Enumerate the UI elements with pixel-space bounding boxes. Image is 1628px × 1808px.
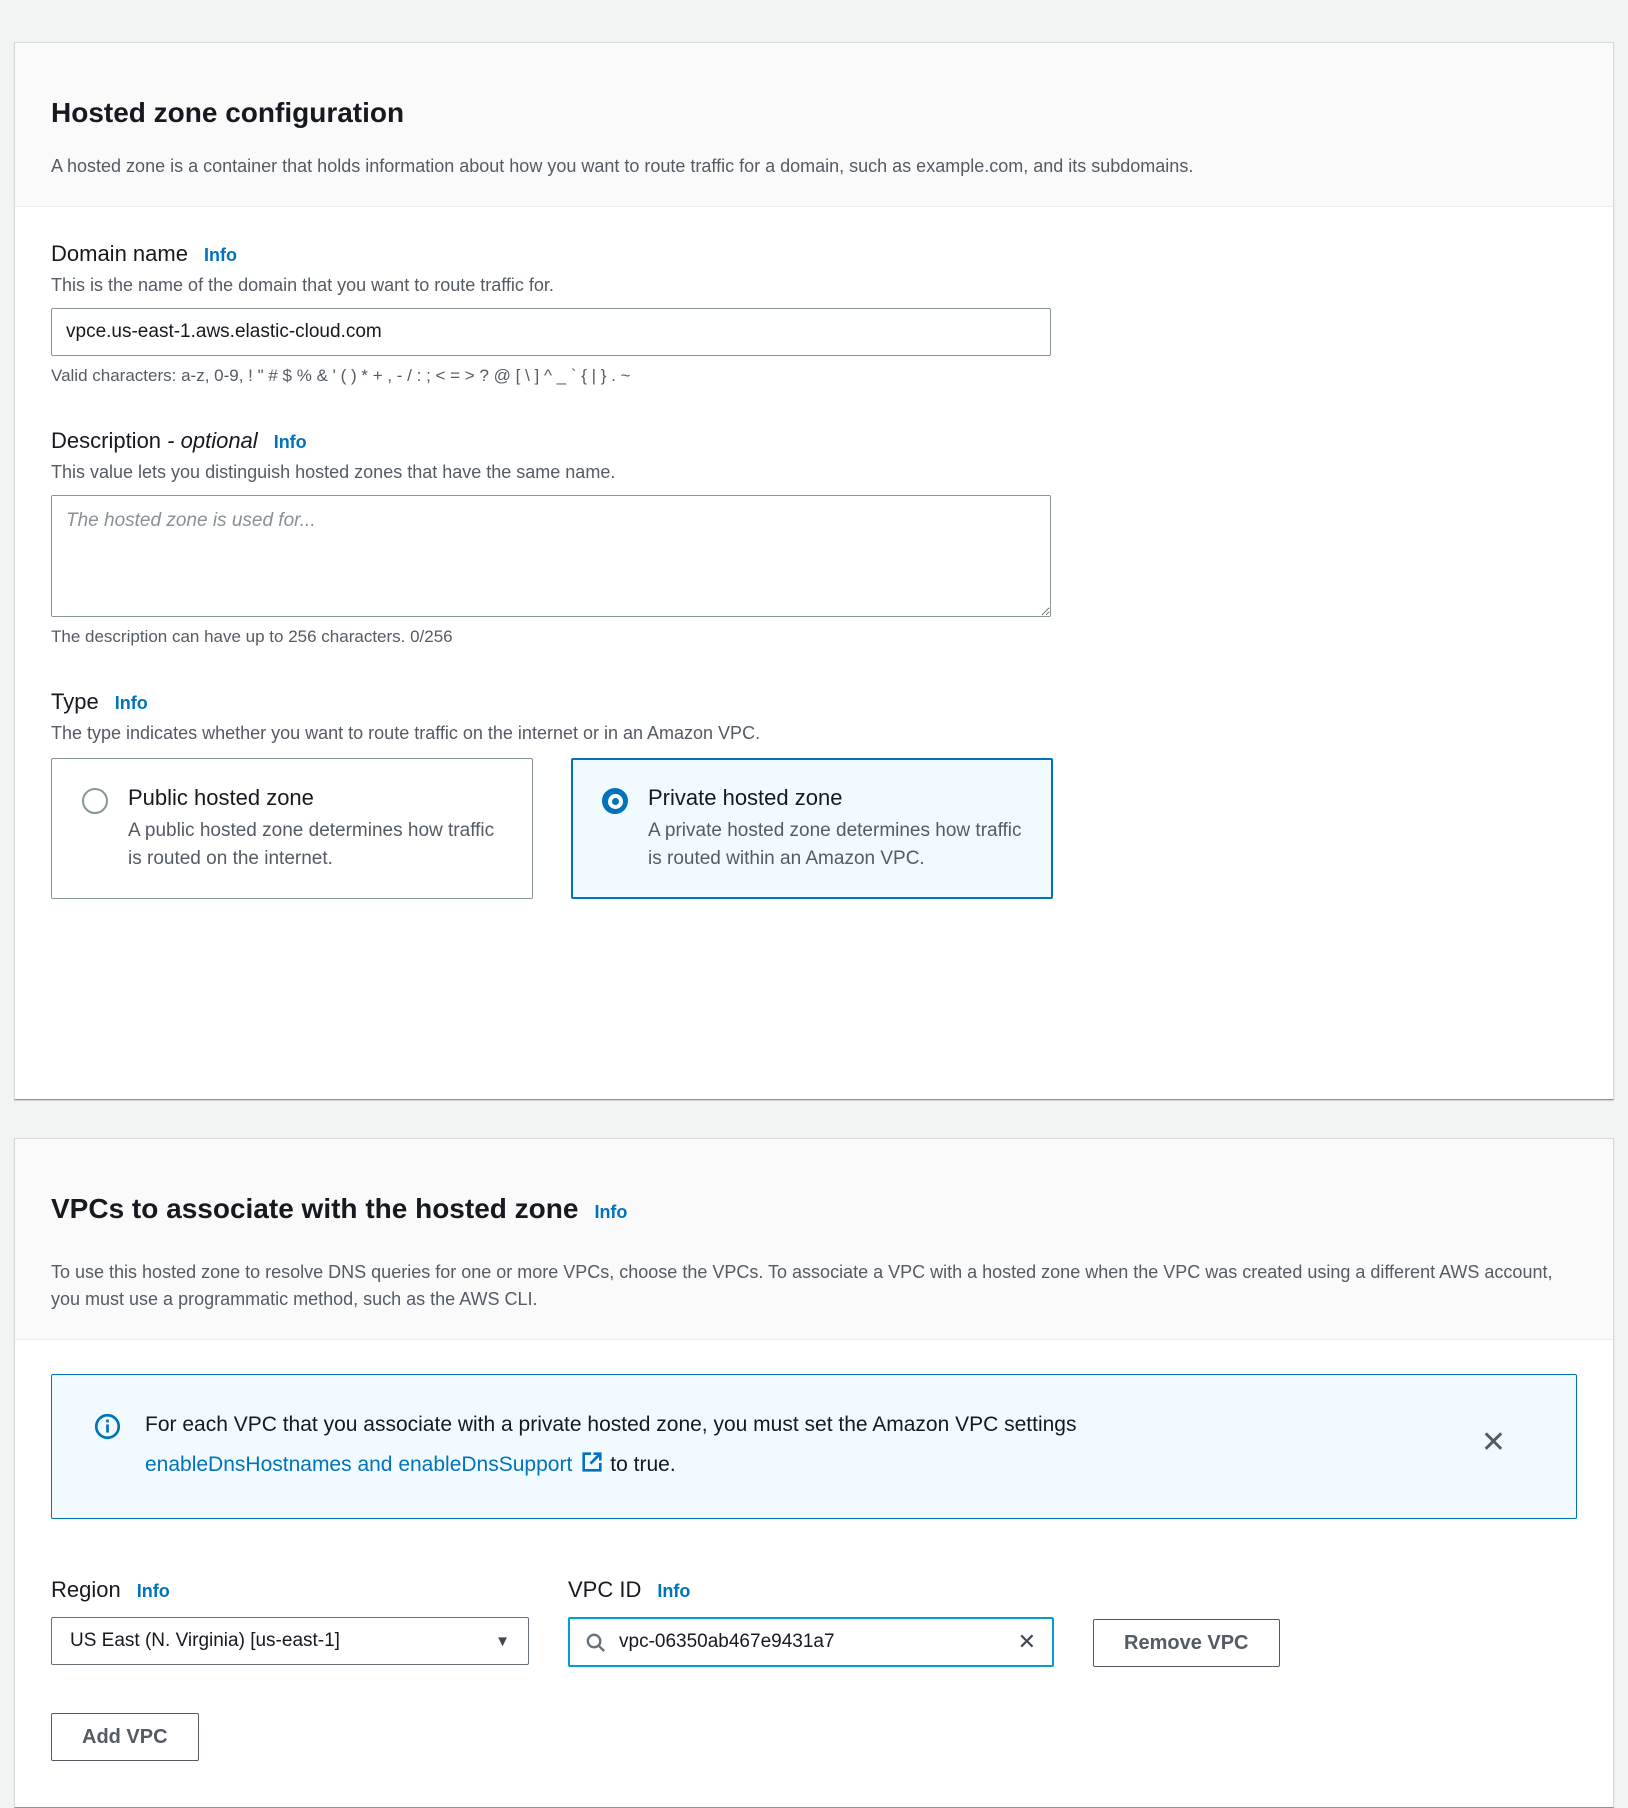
domain-name-field-group [51, 241, 1577, 386]
card-body [15, 207, 1613, 1099]
vpc-settings-info-banner [51, 1374, 1577, 1519]
info-circle-icon [94, 1413, 121, 1445]
hosted-zone-configuration-card [14, 42, 1614, 1100]
enable-dns-link[interactable]: enableDnsHostnames and enableDnsSupport [145, 1453, 573, 1477]
section-description: A hosted zone is a container that holds information about how you want to route traffic for a domain, such as example.com, and its subdomains. [51, 156, 1194, 177]
public-hosted-zone-description: A public hosted zone determines how traffic is routed on the internet. [128, 820, 495, 869]
domain-name-input[interactable] [51, 308, 1051, 356]
vpcs-section-title: VPCs to associate with the hosted zone [51, 1193, 579, 1225]
region-label: Region [51, 1577, 121, 1603]
optional-indicator: - optional [167, 428, 258, 454]
banner-text-line: For each VPC that you associate with a private hosted zone, you must set the Amazon VPC settings [145, 1413, 1077, 1437]
type-radio-group [51, 758, 1577, 899]
domain-name-label: Domain name [51, 241, 188, 267]
vpc-id-info-link[interactable]: Info [657, 1581, 691, 1602]
clear-input-icon[interactable]: ✕ [1017, 1629, 1036, 1655]
external-link-icon[interactable] [580, 1448, 604, 1488]
region-info-link[interactable]: Info [136, 1581, 170, 1602]
vpcs-associate-card [14, 1138, 1614, 1808]
public-hosted-zone-radio[interactable] [82, 788, 108, 814]
type-description: The type indicates whether you want to route traffic on the internet or in an Amazon VPC. [51, 723, 761, 744]
description-textarea[interactable] [51, 495, 1051, 617]
description-description: This value lets you distinguish hosted zones that have the same name. [51, 462, 616, 483]
vpc-id-search-box [568, 1617, 1054, 1667]
chevron-down-icon: ▼ [495, 1632, 510, 1650]
vpcs-section-description: To use this hosted zone to resolve DNS queries for one or more VPCs, choose the VPCs. To associate a VPC with a hosted zone when the VPC was created using a different AWS account, you must use a programmatic method, such as the AWS CLI. [51, 1262, 1553, 1310]
type-info-link[interactable]: Info [114, 693, 148, 714]
private-hosted-zone-description: A private hosted zone determines how traffic is routed within an Amazon VPC. [648, 820, 1022, 869]
banner-message [145, 1405, 1451, 1488]
region-select[interactable] [51, 1617, 529, 1665]
vpc-id-label: VPC ID [568, 1577, 642, 1603]
public-hosted-zone-title: Public hosted zone [128, 785, 314, 811]
banner-close-icon[interactable]: ✕ [1475, 1427, 1512, 1459]
search-icon [584, 1631, 607, 1654]
public-hosted-zone-option[interactable] [51, 758, 533, 899]
region-column [51, 1577, 529, 1665]
card-header [15, 43, 1613, 207]
remove-vpc-button[interactable]: Remove VPC [1093, 1619, 1280, 1667]
description-label: Description - optional [51, 428, 258, 454]
card-header [15, 1139, 1613, 1340]
domain-name-description: This is the name of the domain that you want to route traffic for. [51, 275, 554, 296]
domain-name-info-link[interactable]: Info [203, 245, 237, 266]
private-hosted-zone-title: Private hosted zone [648, 785, 843, 811]
type-label: Type [51, 689, 99, 715]
vpcs-info-link[interactable]: Info [594, 1202, 628, 1223]
description-constraint-text: The description can have up to 256 characters. 0/256 [51, 627, 453, 647]
domain-name-constraint-text: Valid characters: a-z, 0-9, ! " # $ % & ' ( ) * + , - / : ; < = > ? @ [ \ ] ^ _ ` { | } . ~ [51, 366, 631, 386]
type-field-group [51, 689, 1577, 899]
private-hosted-zone-radio[interactable] [602, 788, 628, 814]
vpc-association-row [51, 1577, 1577, 1667]
description-field-group [51, 428, 1577, 647]
vpc-id-column [568, 1577, 1054, 1667]
page-title: Hosted zone configuration [51, 97, 405, 129]
banner-suffix: to true. [610, 1453, 676, 1477]
card-body [15, 1340, 1613, 1807]
description-info-link[interactable]: Info [273, 432, 307, 453]
region-selected-value: US East (N. Virginia) [us-east-1] [70, 1630, 340, 1652]
add-vpc-button[interactable]: Add VPC [51, 1713, 199, 1761]
private-hosted-zone-option[interactable] [571, 758, 1053, 899]
vpc-id-input[interactable] [617, 1630, 1006, 1654]
remove-vpc-column [1093, 1577, 1280, 1667]
